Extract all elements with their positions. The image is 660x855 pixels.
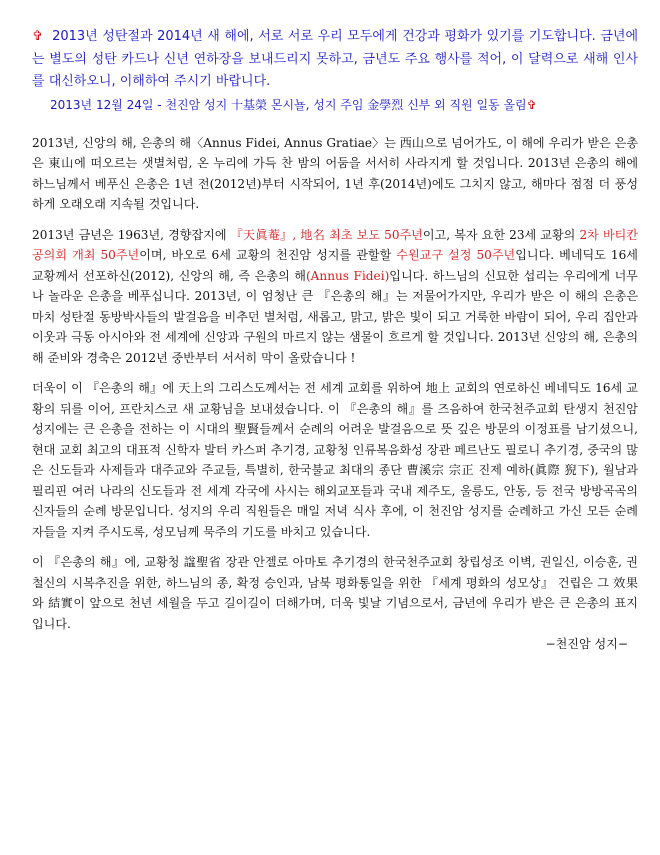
greeting-block	[32, 26, 638, 115]
body-paragraph	[32, 225, 638, 369]
paragraph-text: 이며, 바오로 6세 교황의 천진암 성지를 관할할	[139, 248, 397, 262]
paragraph-text: 이 『은총의 해』에, 교황청 諡聖省 장관 안젤로 아마토 추기경의 한국천주교회 창립성조 이벽, 권일신, 이승훈, 권철신의 시복추진을 위한, 하느님의 종, 확정 승인과, 남북 평화통일을 위한 『세계 평화의 성모상』 건립은 그 效果와 結實이 앞으로 천년 세월을 두고 길이길이 더해가며, 더욱 빛날 기념으로서, 금년에 우리가 받은 큰 은총의 표지입니다.	[32, 555, 638, 631]
letter-body	[32, 133, 638, 635]
paragraph-text: 입니다. 베네딕도 16세 교황께서 선포하신(2012), 신앙의 해, 즉 은총의 해	[32, 248, 638, 283]
greeting-signature	[32, 95, 638, 115]
signature-text: 2013년 12월 24일 - 천진암 성지 十基榮 몬시뇰, 성지 주임 金學烈 신부 외 직원 일동 올림	[50, 97, 527, 112]
paragraph-text: 입니다. 하느님의 신묘한 섭리는 우리에게 너무나 놀라운 은총을 베푸십니다. 2013년, 이 엄청난 큰 『은총의 해』는 저물어가지만, 우리가 받은 이 해의 은총은 마치 성탄절 동방박사들의 발걸음을 비추던 별처럼, 새롭고, 맑고, 밝은 빛이 되고 거룩한 바람이 되어, 우리 집안과 이웃과 극동 아시아와 전 세계에 신앙과 구원의 마르지 않는 샘물이 흐르게 할 것입니다. 2013년 신앙의 해, 은총의 해 준비와 경축은 2012년 중반부터 서서히 막이 올랐습니다 !	[32, 268, 638, 365]
closing-signature: −천진암 성지−	[545, 637, 628, 651]
highlighted-text: 수원교구 설정 50주년	[396, 248, 516, 262]
paragraph-text: 2013년, 신앙의 해, 은총의 해〈Annus Fidei, Annus Gratiae〉는 西山으로 넘어가도, 이 해에 우리가 받은 은총은 東山에 떠오르는 샛별처럼, 온 누리에 가득 찬 밤의 어둠을 서서히 사라지게 할 것입니다. 2013년 은총의 해에 하느님께서 베푸신 은총은 1년 전(2012년)부터 시작되어, 1년 후(2014년)에도 그치지 않고, 해마다 점점 더 풍성하게 오래오래 지속될 것입니다.	[32, 135, 638, 211]
highlighted-text: (Annus Fidei)	[305, 268, 390, 283]
body-paragraph	[32, 133, 638, 215]
cross-icon: ✞	[526, 97, 537, 112]
paragraph-text: 이고, 복자 요한 23세 교황의	[422, 227, 580, 242]
cross-icon: ✞	[32, 29, 43, 44]
body-paragraph	[32, 378, 638, 542]
body-paragraph	[32, 552, 638, 634]
paragraph-text: 2013년 금년은 1963년, 경향잡지에	[32, 227, 231, 242]
paragraph-text: 더욱이 이 『은총의 해』에 天上의 그리스도께서는 전 세계 교회를 위하여 地上 교회의 연로하신 베네딕도 16세 교황의 뒤를 이어, 프란치스코 새 교황님을 보내셨습니다. 이 『은총의 해』를 즈음하여 한국천주교회 탄생지 천진암 성지에는 큰 은총을 전하는 이 시대의 聖賢들께서 순례의 어려운 발걸음으로 뜻 깊은 방문의 이정표를 남기셨으니, 현대 교회 최고의 대표적 신학자 발터 카스퍼 추기경, 교황청 인류복음화성 장관 페르난도 필로니 추기경, 중국의 많은 신도들과 사제들과 대주교와 주교들, 특별히, 한국불교 최대의 종단 曹溪宗 宗正 진제 예하(眞際 猊下), 월남과 필리핀 여러 나라의 신도들과 전 세계 각국에 사시는 해외교포들과 국내 제주도, 울릉도, 안동, 등 전국 방방곡곡의 신자들의 순례 방문입니다. 성지의 우리 직원들은 매일 저녁 식사 후에, 이 천진암 성지를 순례하고 가신 모든 순례자들을 지켜 주시도록, 성모님께 묵주의 기도를 바치고 있습니다.	[32, 381, 638, 539]
greeting-text: 2013년 성탄절과 2014년 새 해에, 서로 서로 우리 모두에게 건강과 평화가 있기를 기도합니다. 금년에는 별도의 성탄 카드나 신년 연하장을 보내드리지 못하고, 금년도 주요 행사를 적어, 이 달력으로 새해 인사를 대신하오니, 이해하여 주시기 바랍니다.	[32, 29, 639, 89]
greeting-paragraph	[32, 26, 638, 94]
highlighted-text: 2차 바티칸 공의회 개최 50주년	[32, 227, 638, 262]
highlighted-text: 『天眞菴』, 地名 최초 보도 50주년	[230, 227, 423, 242]
